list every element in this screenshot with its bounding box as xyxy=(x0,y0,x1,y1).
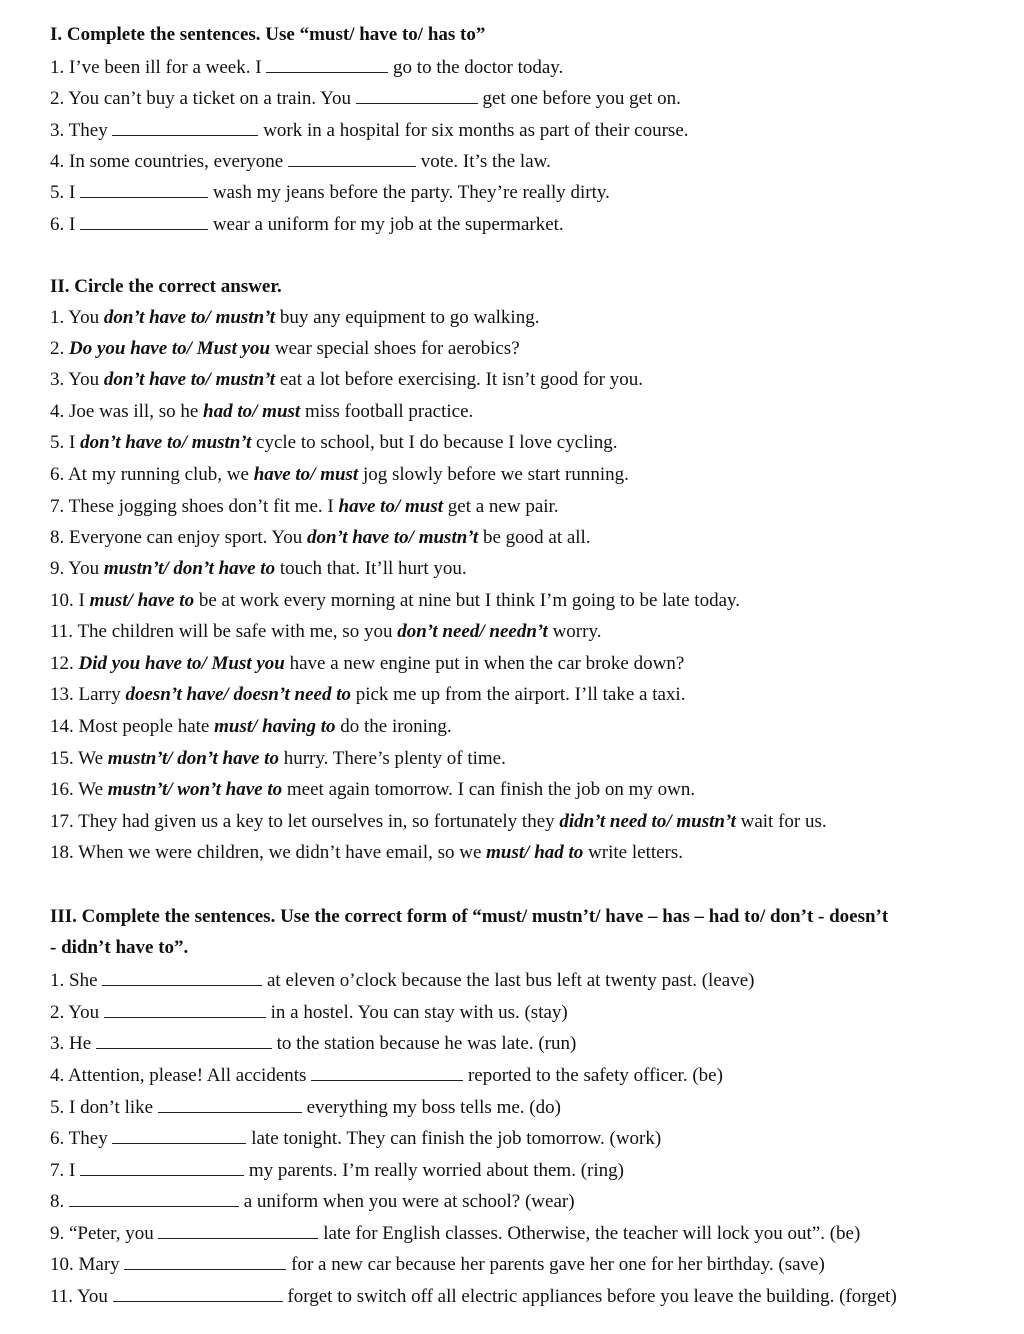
answer-options[interactable]: mustn’t/ don’t have to xyxy=(103,558,276,579)
s3-item-8: 8. a uniform when you were at school? (wear) xyxy=(50,1191,575,1212)
s2-item-10: 10. I must/ have to be at work every morning at nine but I think I’m going to be late today. xyxy=(50,590,741,611)
answer-options[interactable]: had to/ must xyxy=(203,401,301,422)
s3-item-11: 11. You forget to switch off all electric appliances before you leave the building. (forget) xyxy=(50,1286,897,1307)
answer-blank[interactable] xyxy=(102,968,262,986)
answer-blank[interactable] xyxy=(112,1126,246,1144)
answer-options[interactable]: Did you have to/ Must you xyxy=(78,653,285,674)
answer-blank[interactable] xyxy=(80,180,208,198)
s2-item-12: 12. Did you have to/ Must you have a new engine put in when the car broke down? xyxy=(50,653,685,674)
s3-item-7: 7. I my parents. I’m really worried about them. (ring) xyxy=(50,1160,624,1181)
s2-item-6: 6. At my running club, we have to/ must jog slowly before we start running. xyxy=(50,464,629,485)
answer-blank[interactable] xyxy=(311,1063,463,1081)
section-3-title-line-1: III. Complete the sentences. Use the correct form of “must/ mustn’t/ have – has – had to/ don’t - doesn’t xyxy=(50,906,889,927)
s2-item-4: 4. Joe was ill, so he had to/ must miss football practice. xyxy=(50,401,474,422)
s3-item-2: 2. You in a hostel. You can stay with us. (stay) xyxy=(50,1002,568,1023)
answer-blank[interactable] xyxy=(266,55,388,73)
s3-item-1: 1. She at eleven o’clock because the last bus left at twenty past. (leave) xyxy=(50,970,755,991)
s1-item-6: 6. I wear a uniform for my job at the supermarket. xyxy=(50,214,564,235)
s2-item-13: 13. Larry doesn’t have/ doesn’t need to pick me up from the airport. I’ll take a taxi. xyxy=(50,684,686,705)
s3-item-9: 9. “Peter, you late for English classes. Otherwise, the teacher will lock you out”. (be) xyxy=(50,1223,861,1244)
answer-options[interactable]: must/ having to xyxy=(214,716,336,737)
answer-blank[interactable] xyxy=(158,1095,302,1113)
answer-options[interactable]: don’t need/ needn’t xyxy=(397,621,548,642)
s2-item-18: 18. When we were children, we didn’t have email, so we must/ had to write letters. xyxy=(50,842,684,863)
answer-options[interactable]: mustn’t/ won’t have to xyxy=(107,779,283,800)
answer-blank[interactable] xyxy=(356,86,478,104)
section-3-title-line-2: - didn’t have to”. xyxy=(50,937,189,958)
answer-options[interactable]: have to/ must xyxy=(338,496,444,517)
s2-item-2: 2. Do you have to/ Must you wear special shoes for aerobics? xyxy=(50,338,520,359)
answer-blank[interactable] xyxy=(112,118,258,136)
s2-item-16: 16. We mustn’t/ won’t have to meet again tomorrow. I can finish the job on my own. xyxy=(50,779,696,800)
s1-item-3: 3. They work in a hospital for six months as part of their course. xyxy=(50,120,689,141)
answer-blank[interactable] xyxy=(80,212,208,230)
s2-item-11: 11. The children will be safe with me, so you don’t need/ needn’t worry. xyxy=(50,621,602,642)
answer-options[interactable]: don’t have to/ mustn’t xyxy=(307,527,479,548)
s2-item-5: 5. I don’t have to/ mustn’t cycle to school, but I do because I love cycling. xyxy=(50,432,618,453)
section-1-title: I. Complete the sentences. Use “must/ have to/ has to” xyxy=(50,24,486,45)
s2-item-1: 1. You don’t have to/ mustn’t buy any equipment to go walking. xyxy=(50,307,540,328)
answer-options[interactable]: don’t have to/ mustn’t xyxy=(103,369,276,390)
s1-item-2: 2. You can’t buy a ticket on a train. You get one before you get on. xyxy=(50,88,681,109)
s3-item-6: 6. They late tonight. They can finish the job tomorrow. (work) xyxy=(50,1128,662,1149)
section-2-title: II. Circle the correct answer. xyxy=(50,276,282,297)
s2-item-3: 3. You don’t have to/ mustn’t eat a lot before exercising. It isn’t good for you. xyxy=(50,369,644,390)
s1-item-1: 1. I’ve been ill for a week. I go to the doctor today. xyxy=(50,57,564,78)
s2-item-14: 14. Most people hate must/ having to do the ironing. xyxy=(50,716,452,737)
answer-options[interactable]: don’t have to/ mustn’t xyxy=(80,432,252,453)
s3-item-4: 4. Attention, please! All accidents reported to the safety officer. (be) xyxy=(50,1065,723,1086)
s3-item-3: 3. He to the station because he was late. (run) xyxy=(50,1033,577,1054)
answer-blank[interactable] xyxy=(96,1031,272,1049)
answer-blank[interactable] xyxy=(69,1189,239,1207)
answer-options[interactable]: mustn’t/ don’t have to xyxy=(107,748,279,769)
s3-item-10: 10. Mary for a new car because her parents gave her one for her birthday. (save) xyxy=(50,1254,825,1275)
answer-options[interactable]: don’t have to/ mustn’t xyxy=(103,307,276,328)
s2-item-17: 17. They had given us a key to let ourselves in, so fortunately they didn’t need to/ mustn’t wait for us. xyxy=(50,811,827,832)
answer-options[interactable]: have to/ must xyxy=(253,464,359,485)
s2-item-7: 7. These jogging shoes don’t fit me. I have to/ must get a new pair. xyxy=(50,496,559,517)
answer-blank[interactable] xyxy=(124,1252,286,1270)
answer-options[interactable]: must/ had to xyxy=(486,842,584,863)
answer-blank[interactable] xyxy=(80,1158,244,1176)
s2-item-15: 15. We mustn’t/ don’t have to hurry. There’s plenty of time. xyxy=(50,748,506,769)
answer-options[interactable]: Do you have to/ Must you xyxy=(69,338,271,359)
answer-options[interactable]: doesn’t have/ doesn’t need to xyxy=(125,684,351,705)
s1-item-5: 5. I wash my jeans before the party. They’re really dirty. xyxy=(50,182,610,203)
answer-blank[interactable] xyxy=(288,149,416,167)
s3-item-5: 5. I don’t like everything my boss tells me. (do) xyxy=(50,1097,561,1118)
answer-options[interactable]: didn’t need to/ mustn’t xyxy=(559,811,736,832)
answer-blank[interactable] xyxy=(113,1284,283,1302)
answer-blank[interactable] xyxy=(104,1000,266,1018)
s2-item-8: 8. Everyone can enjoy sport. You don’t have to/ mustn’t be good at all. xyxy=(50,527,591,548)
s2-item-9: 9. You mustn’t/ don’t have to touch that. It’ll hurt you. xyxy=(50,558,467,579)
s1-item-4: 4. In some countries, everyone vote. It’s the law. xyxy=(50,151,551,172)
answer-blank[interactable] xyxy=(158,1221,318,1239)
answer-options[interactable]: must/ have to xyxy=(89,590,195,611)
